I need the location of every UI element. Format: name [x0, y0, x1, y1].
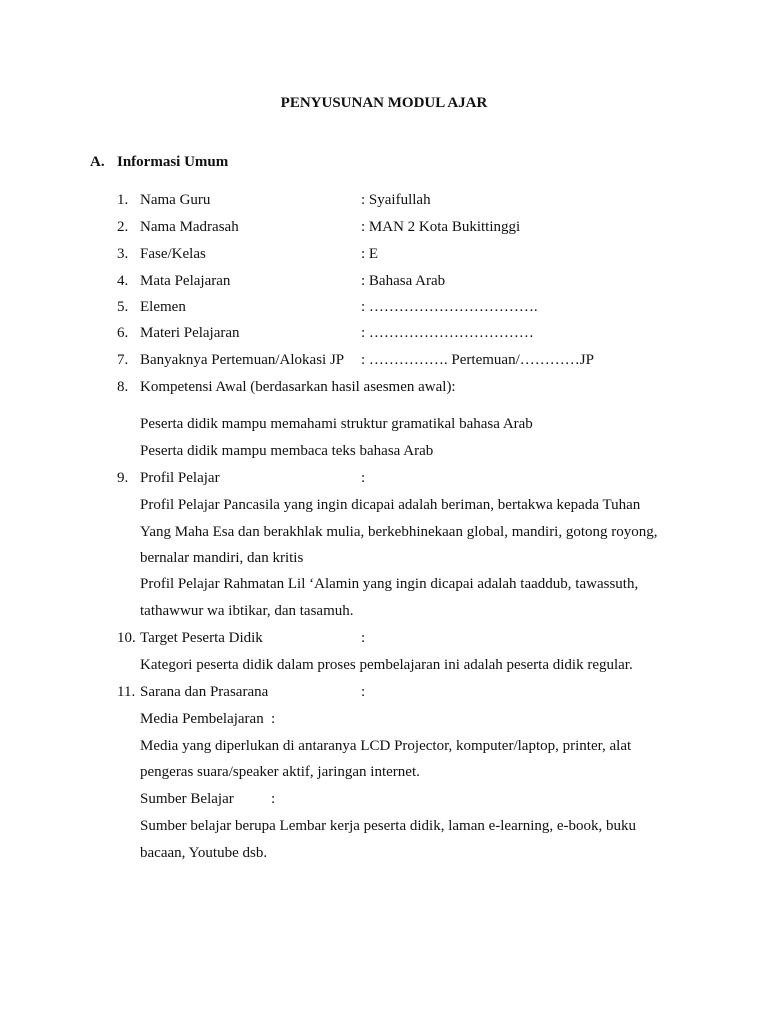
item-number: 4.: [117, 273, 129, 289]
sumber-line: bacaan, Youtube dsb.: [140, 845, 268, 861]
item-number: 11.: [117, 684, 136, 700]
profil-line: Yang Maha Esa dan berakhlak mulia, berkebhinekaan global, mandiri, gotong royong,: [140, 524, 658, 540]
item-label: Fase/Kelas: [140, 246, 206, 262]
item-number: 2.: [117, 219, 129, 235]
profil-line: Profil Pelajar Rahmatan Lil ‘Alamin yang ingin dicapai adalah taaddub, tawassuth,: [140, 576, 639, 592]
item-label: Profil Pelajar: [140, 470, 220, 486]
item-value: : E: [361, 246, 379, 262]
item-label: Mata Pelajaran: [140, 273, 231, 289]
item-number: 9.: [117, 470, 129, 486]
item-number: 7.: [117, 352, 129, 368]
item-colon: :: [361, 470, 366, 486]
section-title: Informasi Umum: [117, 154, 229, 170]
item-number: 1.: [117, 192, 129, 208]
kompetensi-line: Peserta didik mampu membaca teks bahasa Arab: [140, 443, 434, 459]
profil-line: bernalar mandiri, dan kritis: [140, 550, 304, 566]
item-label: Elemen: [140, 299, 186, 315]
item-label: Nama Madrasah: [140, 219, 239, 235]
media-colon: :: [271, 711, 276, 727]
sumber-line: Sumber belajar berupa Lembar kerja peserta didik, laman e-learning, e-book, buku: [140, 818, 637, 834]
item-value: : MAN 2 Kota Bukittinggi: [361, 219, 521, 235]
item-number: 10.: [117, 630, 136, 646]
item-label: Kompetensi Awal (berdasarkan hasil asesmen awal):: [140, 379, 456, 395]
item-number: 8.: [117, 379, 129, 395]
item-label: Sarana dan Prasarana: [140, 684, 269, 700]
item-value: : Bahasa Arab: [361, 273, 446, 289]
item-number: 3.: [117, 246, 129, 262]
item-value: : Syaifullah: [361, 192, 431, 208]
item-label: Materi Pelajaran: [140, 325, 240, 341]
item-number: 5.: [117, 299, 129, 315]
sumber-label: Sumber Belajar: [140, 791, 234, 807]
section-heading: [90, 152, 228, 172]
sumber-colon: :: [271, 791, 276, 807]
item-number: 6.: [117, 325, 129, 341]
kompetensi-line: Peserta didik mampu memahami struktur gramatikal bahasa Arab: [140, 416, 533, 432]
media-line: Media yang diperlukan di antaranya LCD Projector, komputer/laptop, printer, alat: [140, 738, 632, 754]
item-colon: :: [361, 684, 366, 700]
item-label: Banyaknya Pertemuan/Alokasi JP: [140, 352, 345, 368]
media-label: Media Pembelajaran: [140, 711, 264, 727]
section-letter: A.: [90, 154, 105, 170]
profil-line: Profil Pelajar Pancasila yang ingin dicapai adalah beriman, bertakwa kepada Tuhan: [140, 497, 641, 513]
item-label: Nama Guru: [140, 192, 211, 208]
profil-line: tathawwur wa ibtikar, dan tasamuh.: [140, 603, 354, 619]
item-value: : ……………. Pertemuan/…………JP: [361, 352, 594, 368]
item-value: : ……………………………: [361, 325, 534, 341]
target-line: Kategori peserta didik dalam proses pembelajaran ini adalah peserta didik regular.: [140, 657, 633, 673]
item-label: Target Peserta Didik: [140, 630, 263, 646]
item-value: : …………………………….: [361, 299, 538, 315]
document-title: PENYUSUNAN MODUL AJAR: [280, 95, 488, 111]
item-colon: :: [361, 630, 366, 646]
media-line: pengeras suara/speaker aktif, jaringan internet.: [140, 764, 420, 780]
